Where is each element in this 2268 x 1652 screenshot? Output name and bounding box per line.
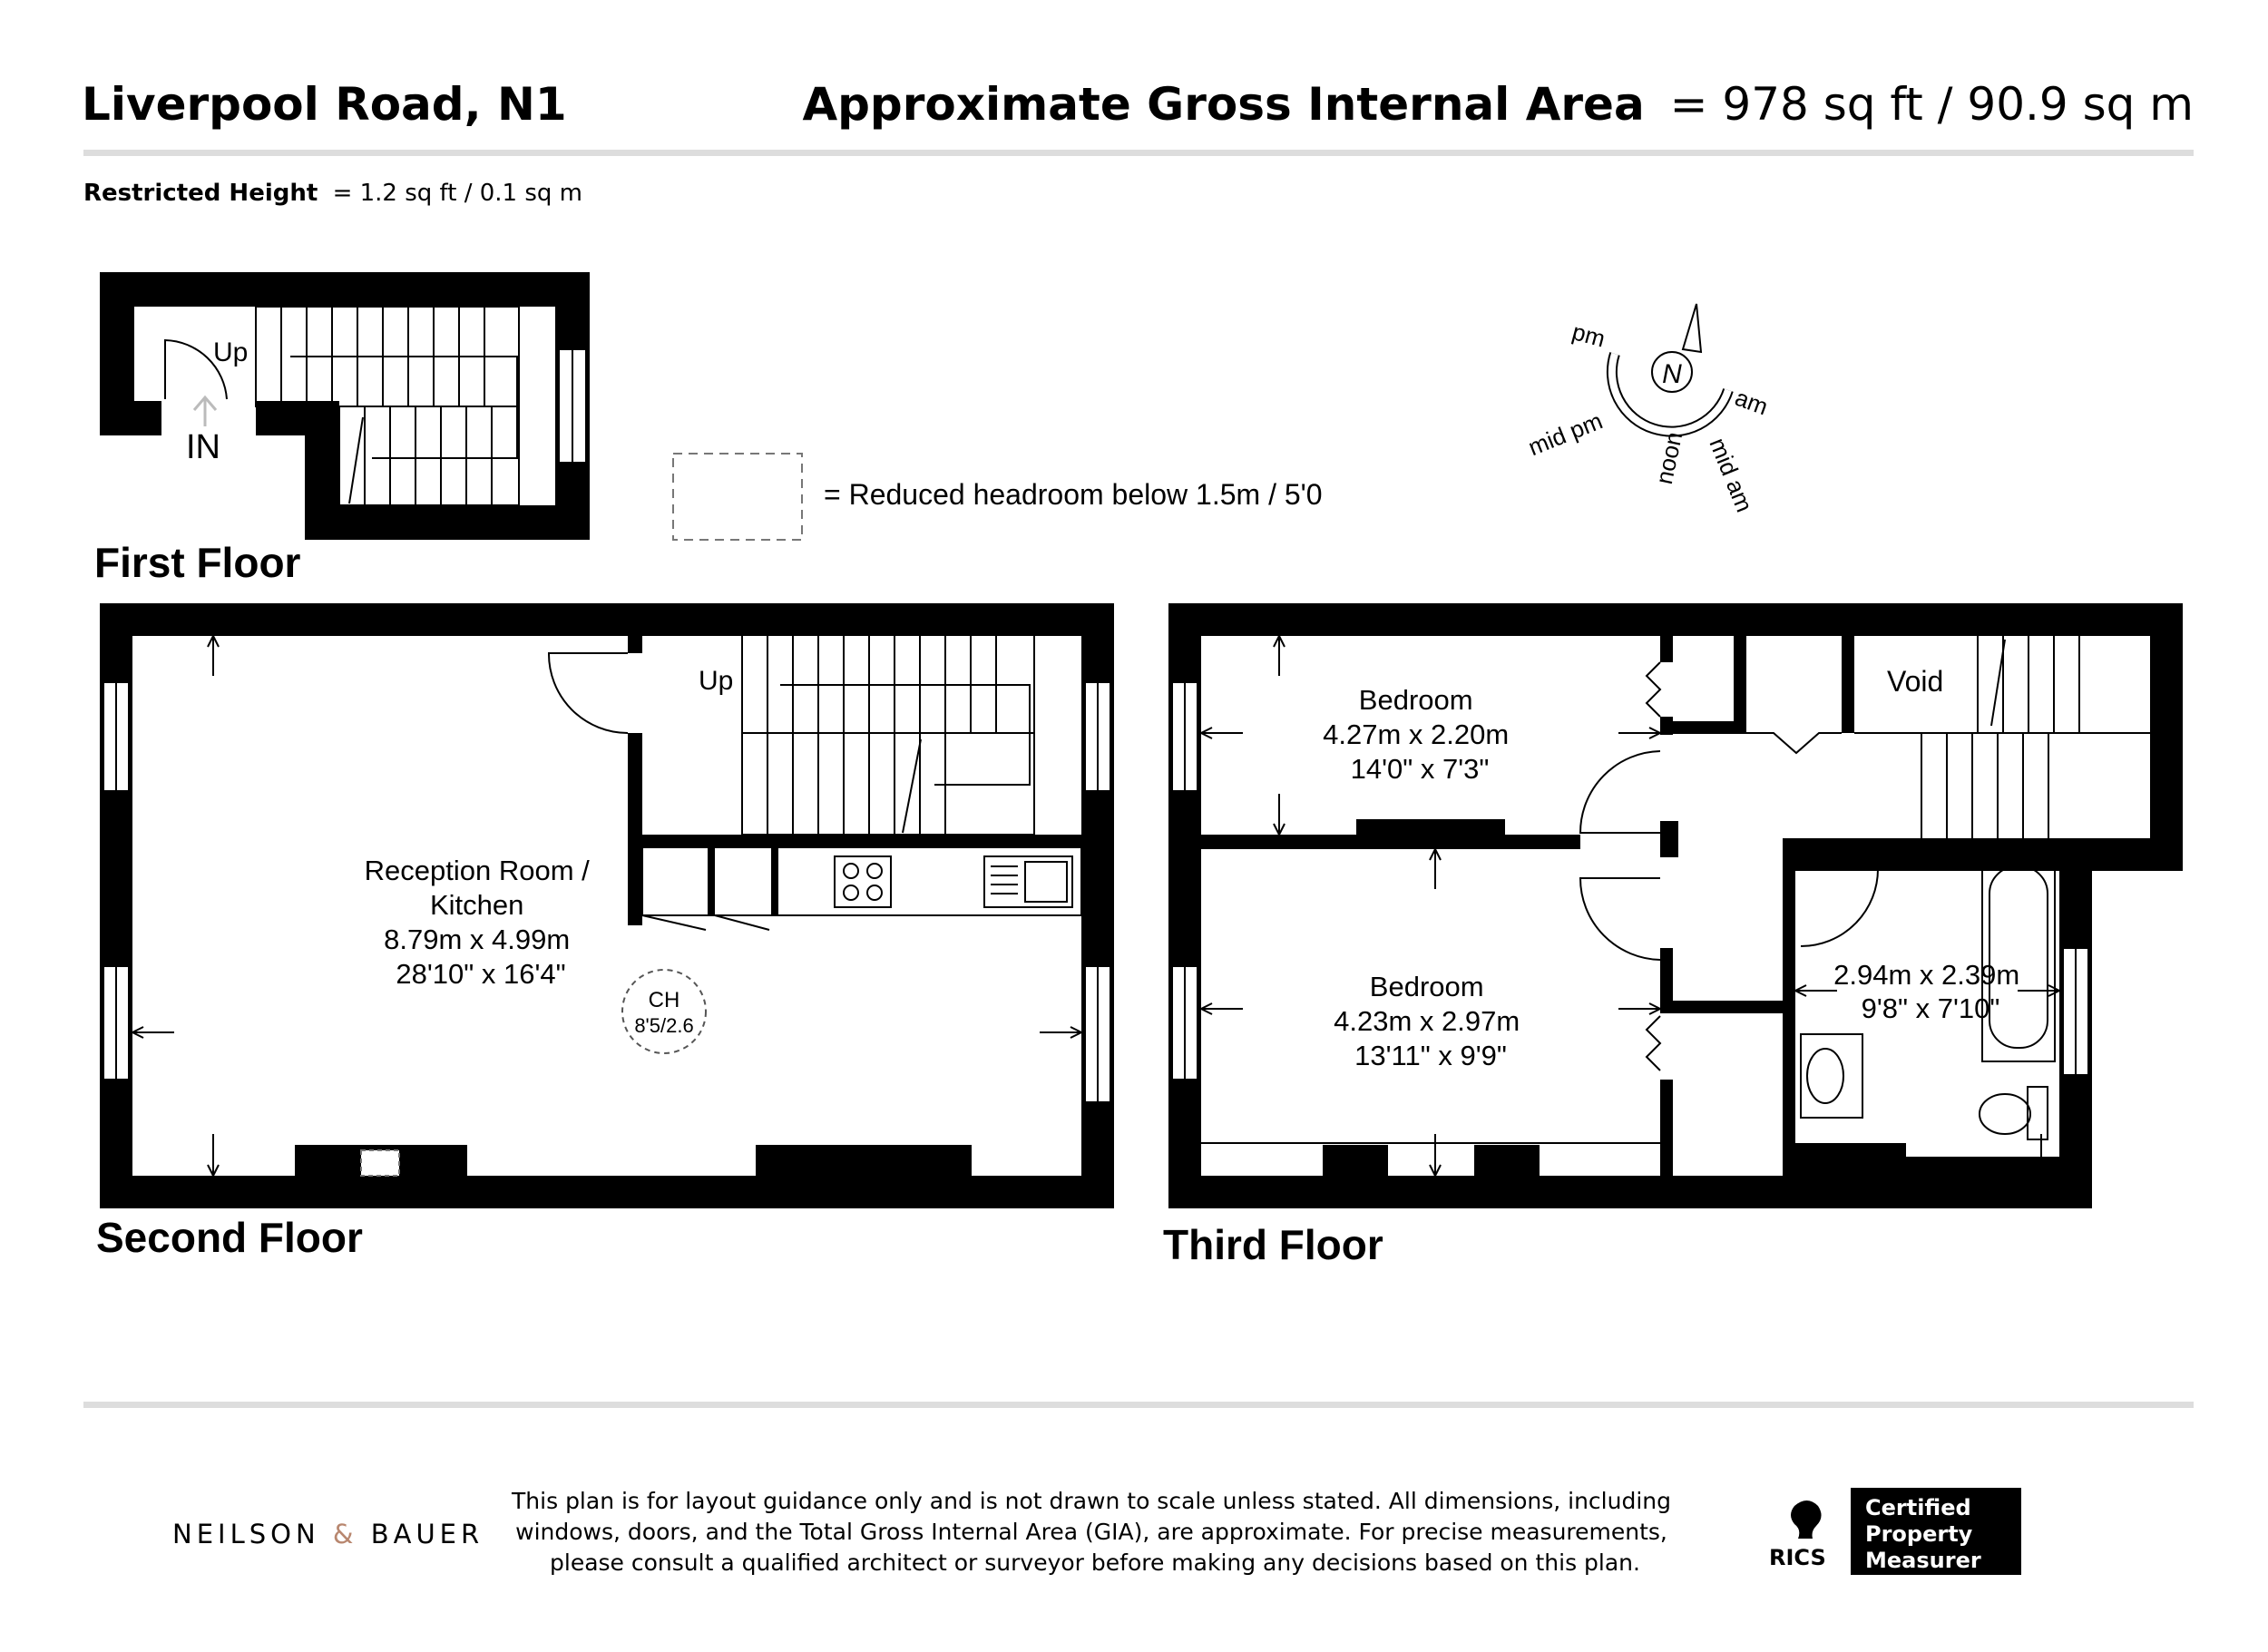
chimney-breast bbox=[756, 1145, 972, 1181]
first-floor-wall bbox=[100, 272, 590, 307]
compass-label-mid-am: mid am bbox=[1704, 434, 1759, 516]
second-floor-wall bbox=[100, 603, 1114, 636]
first-floor-title: First Floor bbox=[94, 539, 301, 586]
void-label: Void bbox=[1887, 665, 1944, 698]
third-floor-title: Third Floor bbox=[1163, 1221, 1383, 1268]
restricted-height bbox=[83, 180, 582, 207]
second-floor-plan bbox=[96, 603, 1114, 1261]
reception-room-name: Reception Room / Kitchen 8.79m x 4.99m 28'10" x 16'4" bbox=[364, 855, 590, 990]
first-floor-wall bbox=[100, 401, 161, 435]
internal-door bbox=[549, 653, 628, 733]
basin-icon bbox=[1801, 1034, 1862, 1118]
restricted-height-label: Restricted Height bbox=[83, 180, 318, 207]
hob-icon bbox=[835, 856, 891, 907]
bedroom-door bbox=[1580, 751, 1660, 833]
chimney-breast bbox=[1356, 819, 1505, 849]
ceiling-height-label: CH bbox=[648, 988, 680, 1012]
partition-wall bbox=[628, 835, 1081, 847]
partition-wall bbox=[1660, 948, 1673, 1007]
dimension-arrows bbox=[1201, 636, 2059, 1176]
second-floor-title: Second Floor bbox=[96, 1214, 363, 1261]
partition-wall bbox=[628, 733, 642, 925]
third-floor-wall bbox=[1168, 1176, 2092, 1208]
cupboard-door bbox=[1746, 733, 1842, 753]
bedroom-door bbox=[1580, 878, 1660, 960]
bathroom-door bbox=[1801, 869, 1878, 946]
partition-wall bbox=[628, 635, 642, 653]
first-floor-plan bbox=[94, 272, 590, 586]
fireplace-icon bbox=[361, 1150, 399, 1176]
rics-logo bbox=[1769, 1500, 1826, 1570]
second-floor-up-label: Up bbox=[699, 666, 734, 696]
lion-icon bbox=[1791, 1500, 1822, 1539]
bedroom-2-label: Bedroom 4.23m x 2.97m 13'11" x 9'9" bbox=[1334, 971, 1520, 1071]
toilet-icon bbox=[1980, 1087, 2048, 1139]
restricted-height-value: = 1.2 sq ft / 0.1 sq m bbox=[332, 180, 582, 207]
compass-label-am: am bbox=[1731, 383, 1772, 421]
kitchen-units bbox=[642, 847, 1081, 930]
header bbox=[82, 78, 2194, 207]
cupboard-door bbox=[1647, 1016, 1660, 1070]
gia-value: = 978 sq ft / 90.9 sq m bbox=[1669, 78, 2194, 131]
staircase bbox=[742, 635, 1034, 835]
cupboard-wall bbox=[1660, 721, 1746, 734]
third-floor-wall bbox=[1168, 603, 2183, 636]
pier bbox=[1323, 1145, 1388, 1181]
cupboard-wall bbox=[1783, 838, 1795, 1179]
compass-label-mid-pm: mid pm bbox=[1524, 406, 1607, 462]
cupboard-wall bbox=[1842, 635, 1854, 733]
footer bbox=[83, 1402, 2194, 1576]
reduced-headroom-label: = Reduced headroom below 1.5m / 5'0 bbox=[824, 478, 1323, 511]
bath-wall bbox=[1905, 1157, 2059, 1179]
first-floor-up-label: Up bbox=[213, 337, 249, 367]
partition-wall bbox=[1660, 635, 1673, 662]
cupboard-wall bbox=[1734, 635, 1746, 733]
footer-divider bbox=[83, 1402, 2194, 1408]
bathtub-icon bbox=[1982, 853, 2055, 1061]
partition-wall bbox=[1660, 821, 1678, 857]
gia-summary bbox=[802, 78, 2194, 131]
compass-rose bbox=[1524, 304, 1772, 516]
bathroom-label: 2.94m x 2.39m 9'8" x 7'10" bbox=[1833, 959, 2020, 1024]
compass-north: N bbox=[1662, 359, 1682, 389]
rics-wordmark: RICS bbox=[1769, 1545, 1826, 1570]
pier bbox=[1474, 1145, 1540, 1181]
staircase bbox=[256, 307, 519, 505]
north-arrow-icon bbox=[1683, 304, 1701, 352]
property-address: Liverpool Road, N1 bbox=[82, 78, 567, 131]
gia-label: Approximate Gross Internal Area bbox=[802, 78, 1645, 131]
bedroom-1-label: Bedroom 4.27m x 2.20m 14'0" x 7'3" bbox=[1323, 684, 1510, 785]
compass-label-pm: pm bbox=[1569, 318, 1608, 353]
compass-label-noon: noon bbox=[1649, 429, 1688, 487]
brand-logo: NEILSON & BAUER bbox=[172, 1519, 484, 1549]
bath-wall bbox=[1783, 1143, 1906, 1179]
cupboard-door bbox=[1647, 662, 1660, 717]
legend bbox=[673, 454, 1323, 540]
disclaimer: This plan is for layout guidance only and is not drawn to scale unless stated. All dimensions, including windows, doors, and the Total Gross Internal Area (GIA), are approximate. For precise measurements, please consult a qualified architect or surveyor before making any decisions based on this plan. bbox=[512, 1488, 1672, 1576]
ceiling-height-value: 8'5/2.6 bbox=[634, 1014, 694, 1037]
partition-wall bbox=[1660, 1080, 1673, 1176]
first-floor-wall bbox=[305, 505, 590, 540]
reduced-headroom-swatch bbox=[673, 454, 802, 540]
third-floor-plan bbox=[1163, 603, 2183, 1268]
entrance-arrow-icon bbox=[194, 397, 216, 426]
partition-wall bbox=[1506, 835, 1551, 849]
sink-icon bbox=[984, 856, 1072, 907]
certified-badge-text: Certified Property Measurer bbox=[1865, 1495, 1981, 1573]
brand-ampersand: & bbox=[332, 1519, 358, 1549]
third-floor-wall bbox=[2150, 603, 2183, 871]
cupboard-wall bbox=[1660, 1001, 1783, 1013]
header-divider bbox=[83, 150, 2194, 156]
dimension-arrows bbox=[132, 636, 1081, 1176]
entrance-label: IN bbox=[186, 428, 220, 466]
